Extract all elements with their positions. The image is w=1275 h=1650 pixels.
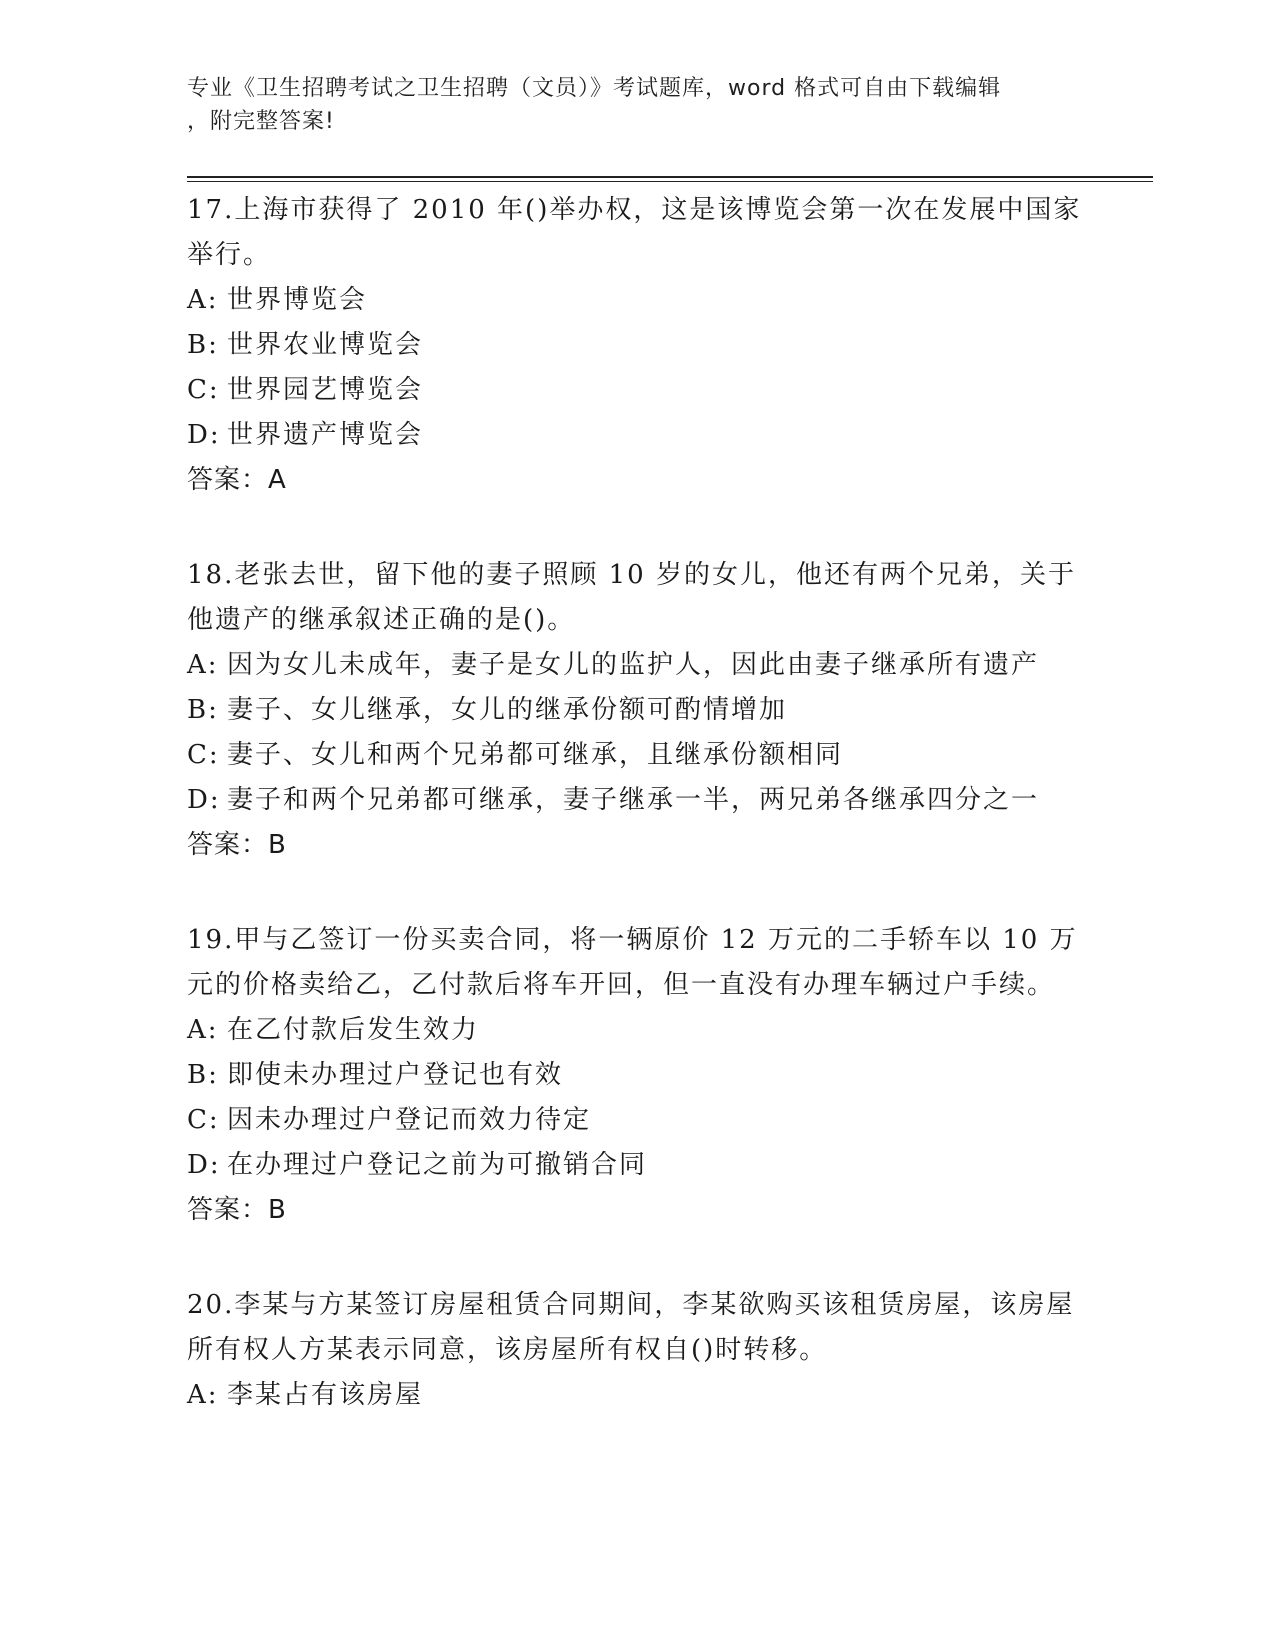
- option-c: [187, 733, 1087, 778]
- header-divider-thin: [187, 181, 1153, 182]
- option-text: 世界园艺博览会: [227, 375, 424, 405]
- option-text: 妻子和两个兄弟都可继承，妻子继承一半，两兄弟各继承四分之一: [227, 785, 1040, 815]
- option-d: [187, 1143, 1087, 1188]
- option-letter: D:: [187, 785, 221, 815]
- option-text: 因为女儿未成年，妻子是女儿的监护人，因此由妻子继承所有遗产: [227, 650, 1040, 680]
- question-20: [187, 1283, 1087, 1418]
- header-divider-thick: [187, 176, 1153, 178]
- option-letter: C:: [187, 740, 220, 770]
- option-c: [187, 1098, 1087, 1143]
- option-letter: D:: [187, 1150, 221, 1180]
- answer: 答案：A: [187, 465, 287, 495]
- header-line-1: 专业《卫生招聘考试之卫生招聘（文员）》考试题库，word 格式可自由下载编辑: [187, 76, 1002, 101]
- option-text: 在乙付款后发生效力: [227, 1015, 480, 1045]
- option-text: 李某占有该房屋: [227, 1380, 424, 1410]
- option-d: [187, 413, 1087, 458]
- option-d: [187, 778, 1087, 823]
- option-b: [187, 323, 1087, 368]
- option-letter: A:: [187, 650, 219, 680]
- option-letter: B:: [187, 695, 219, 725]
- option-letter: D:: [187, 420, 221, 450]
- option-text: 因未办理过户登记而效力待定: [227, 1105, 592, 1135]
- option-b: [187, 688, 1087, 733]
- option-text: 在办理过户登记之前为可撤销合同: [227, 1150, 648, 1180]
- answer: 答案：B: [187, 1195, 287, 1225]
- option-text: 妻子、女儿继承，女儿的继承份额可酌情增加: [227, 695, 788, 725]
- option-letter: B:: [187, 1060, 219, 1090]
- option-text: 世界农业博览会: [227, 330, 424, 360]
- option-text: 即使未办理过户登记也有效: [227, 1060, 564, 1090]
- question-18: [187, 553, 1087, 868]
- page-header: [187, 72, 1067, 138]
- option-letter: C:: [187, 375, 220, 405]
- question-text: 19.甲与乙签订一份买卖合同，将一辆原价 12 万元的二手轿车以 10 万元的价格卖给乙，乙付款后将车开回，但一直没有办理车辆过户手续。: [187, 925, 1078, 1000]
- option-c: [187, 368, 1087, 413]
- header-line-2: ，附完整答案!: [187, 109, 335, 134]
- option-text: 世界博览会: [227, 285, 368, 315]
- option-text: 世界遗产博览会: [227, 420, 424, 450]
- option-a: [187, 1008, 1087, 1053]
- option-letter: C:: [187, 1105, 220, 1135]
- question-text: 17.上海市获得了 2010 年()举办权，这是该博览会第一次在发展中国家举行。: [187, 195, 1082, 270]
- option-a: [187, 643, 1087, 688]
- answer: 答案：B: [187, 830, 287, 860]
- option-letter: B:: [187, 330, 219, 360]
- option-letter: A:: [187, 285, 219, 315]
- question-17: [187, 188, 1087, 503]
- option-letter: A:: [187, 1380, 219, 1410]
- option-a: [187, 278, 1087, 323]
- option-letter: A:: [187, 1015, 219, 1045]
- option-text: 妻子、女儿和两个兄弟都可继承，且继承份额相同: [227, 740, 844, 770]
- question-19: [187, 918, 1087, 1233]
- option-a: [187, 1373, 1087, 1418]
- question-text: 20.李某与方某签订房屋租赁合同期间，李某欲购买该租赁房屋，该房屋所有权人方某表示同意，该房屋所有权自()时转移。: [187, 1290, 1075, 1365]
- question-list: [187, 188, 1087, 1468]
- option-b: [187, 1053, 1087, 1098]
- question-text: 18.老张去世，留下他的妻子照顾 10 岁的女儿，他还有两个兄弟，关于他遗产的继承叙述正确的是()。: [187, 560, 1076, 635]
